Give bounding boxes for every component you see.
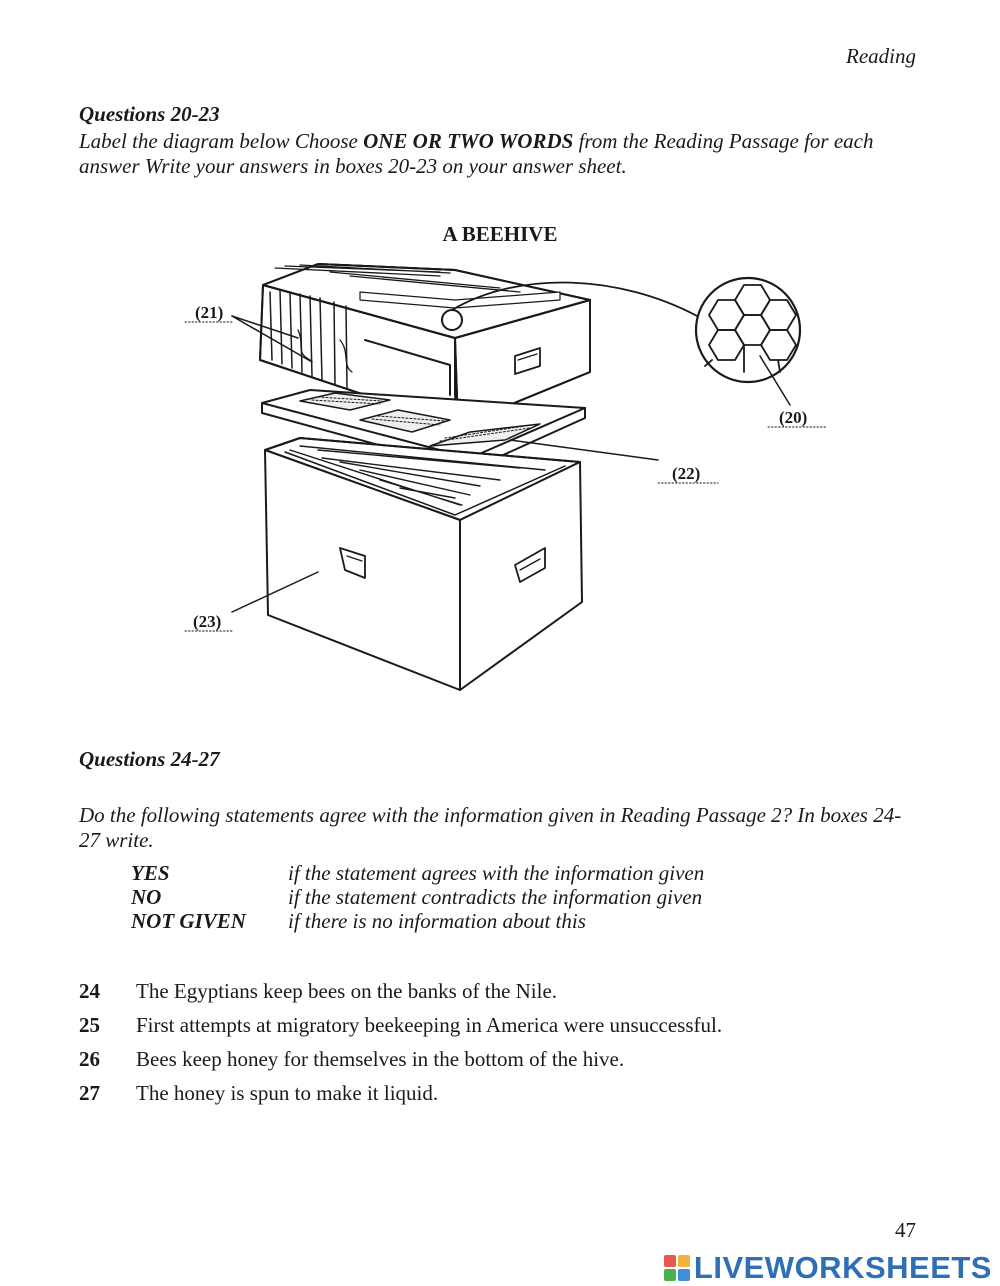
statement-text: The Egyptians keep bees on the banks of the Nile. — [136, 979, 558, 1003]
diagram-label-23: (23) — [193, 612, 222, 631]
instruction-text: Label the diagram below Choose — [79, 129, 364, 153]
logo-square-blue — [678, 1269, 690, 1281]
page-number: 47 — [895, 1218, 916, 1242]
running-head: Reading — [846, 44, 916, 68]
brood-box — [265, 438, 582, 690]
section-heading-20-23: Questions 20-23 — [79, 102, 220, 126]
option-description: if the statement contradicts the information given — [288, 885, 703, 909]
logo-square-red — [664, 1255, 676, 1267]
option-description: if the statement agrees with the information given — [288, 861, 705, 885]
section-heading-24-27: Questions 24-27 — [79, 747, 220, 771]
statement-text: Bees keep honey for themselves in the bottom of the hive. — [136, 1047, 625, 1071]
statement-number: 25 — [79, 1013, 100, 1037]
beehive-diagram — [0, 250, 1000, 700]
statement-number: 24 — [79, 979, 100, 1003]
option-key: YES — [131, 861, 170, 885]
diagram-label-20: (20) — [779, 408, 808, 427]
logo-square-green — [664, 1269, 676, 1281]
brand-name: LIVEWORKSHEETS — [693, 1250, 992, 1285]
diagram-label-21: (21) — [195, 303, 224, 322]
diagram-label-22: (22) — [672, 464, 701, 483]
option-key: NO — [131, 885, 162, 909]
logo-square-yellow — [678, 1255, 690, 1267]
section-instruction-24-27: Do the following statements agree with the information given in Reading Passage 2? In boxes 24-27 write. — [79, 803, 902, 852]
statement-text: First attempts at migratory beekeeping in America were unsuccessful. — [136, 1013, 723, 1037]
instruction-emphasis: ONE OR TWO WORDS — [363, 129, 574, 153]
statement-number: 27 — [79, 1081, 100, 1105]
option-key: NOT GIVEN — [131, 909, 246, 933]
instruction-text-end: from the Reading Passage for each answer Write your answers in boxes 20-23 on your answer sheet. — [79, 129, 874, 178]
statement-text: The honey is spun to make it liquid. — [136, 1081, 439, 1105]
option-description: if there is no information about this — [288, 909, 586, 933]
liveworksheets-logo-icon — [664, 1255, 690, 1281]
statement-number: 26 — [79, 1047, 100, 1071]
brand-logo-link[interactable] — [664, 1250, 992, 1286]
section-instruction-20-23 — [79, 129, 919, 179]
diagram-title: A BEEHIVE — [442, 222, 558, 246]
